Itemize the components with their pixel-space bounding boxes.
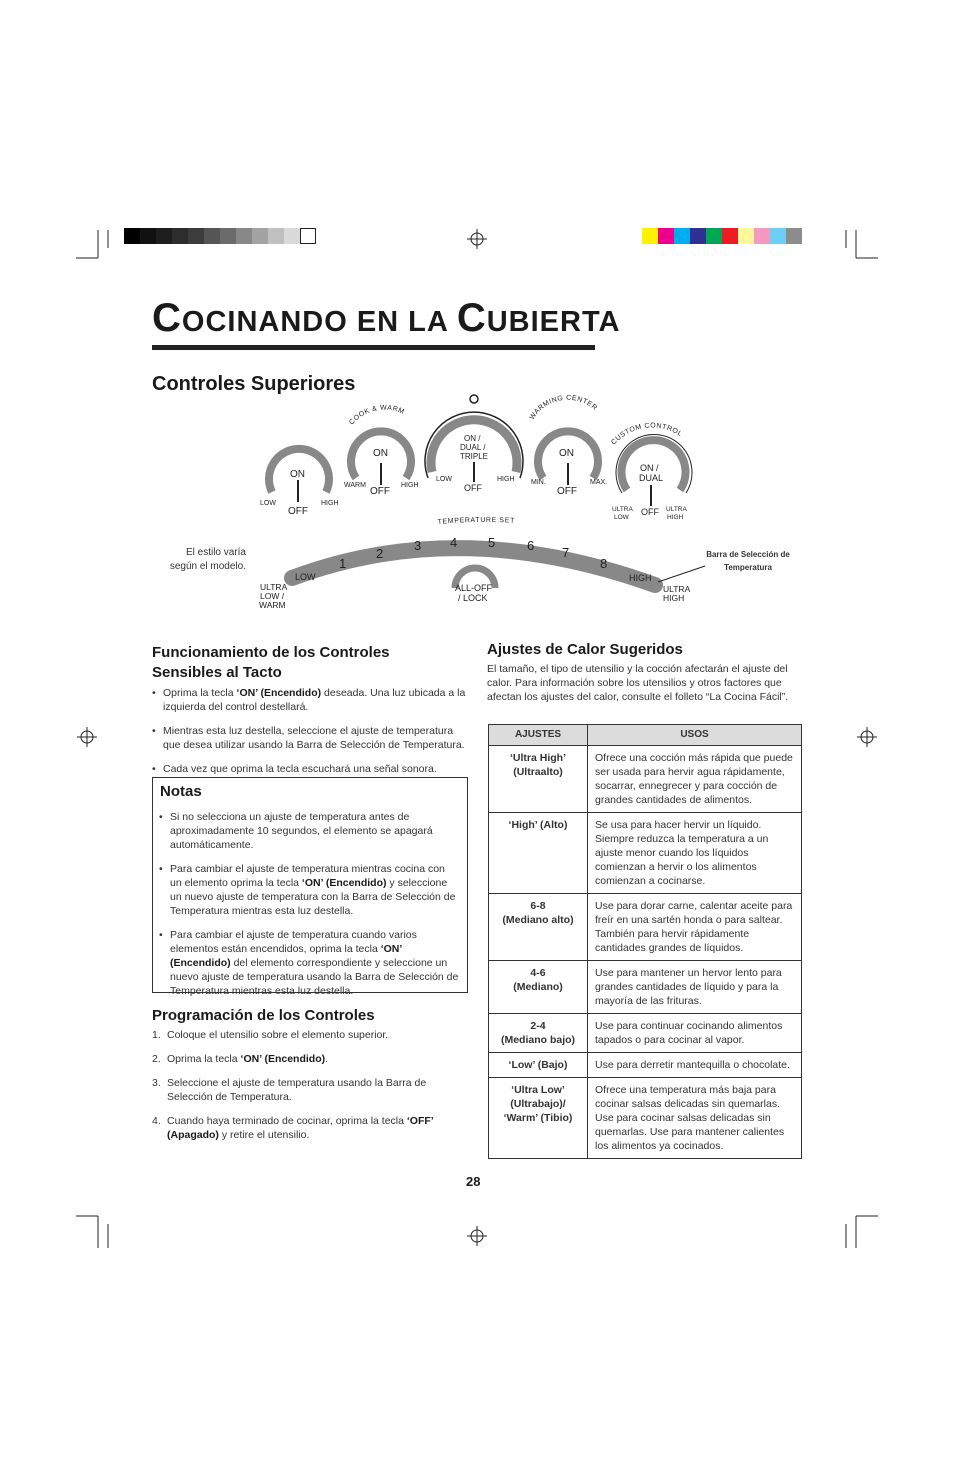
knob-off-label: OFF xyxy=(464,483,482,493)
setting-cell: ‘High’ (Alto) xyxy=(489,813,588,894)
knob-high-label: HIGH xyxy=(497,476,515,483)
knob-off-label: OFF xyxy=(641,507,659,517)
callout-line: Temperatura xyxy=(724,563,772,572)
heat-settings-intro: El tamaño, el tipo de utensilio y la cocción afectarán el ajuste del calor. Para información sobre los utensilios y otros factores que afectan los ajustes del calor, consulte el folleto “La Cocina Fácil”. xyxy=(487,663,789,703)
gray-swatch xyxy=(172,228,188,244)
knob-3 xyxy=(425,395,523,493)
knob-triple-label: TRIPLE xyxy=(460,452,489,461)
style-note xyxy=(156,546,246,574)
list-item: 2. Oprima la tecla ‘ON’ (Encendido). xyxy=(152,1053,329,1065)
use-cell: Use para dorar carne, calentar aceite para freír en una sartén honda o para saltear. También para hervir rápidamente cantidades grandes de líquidos. xyxy=(588,894,802,961)
temp-high-label: HIGH xyxy=(629,573,652,583)
gray-swatch xyxy=(204,228,220,244)
list-item: • Oprima la tecla ‘ON’ (Encendido) deseada. Una luz ubicada a la izquierda del control destellará. xyxy=(152,686,468,714)
list-item: • Para cambiar el ajuste de temperatura mientras cocina con un elemento oprima la tecla ‘ON’ (Encendido) y seleccione un nuevo ajuste de temperatura con la Barra de Selección de Temperatura mientras esta luz destella. xyxy=(159,862,459,918)
ultra-low-label: WARM xyxy=(259,600,286,610)
callout-line: Barra de Selección de xyxy=(706,550,790,559)
setting-cell: ‘Ultra Low’ (Ultrabajo)/ ‘Warm’ (Tibio) xyxy=(489,1078,588,1159)
lock-label: / LOCK xyxy=(458,593,488,603)
section-title: Controles Superiores xyxy=(152,373,356,395)
gray-swatch xyxy=(124,228,140,244)
knob-off-label: OFF xyxy=(370,486,390,497)
color-calibration-bar xyxy=(642,228,802,244)
setting-cell: 4-6 (Mediano) xyxy=(489,961,588,1014)
setting-cell: 2-4 (Mediano bajo) xyxy=(489,1014,588,1053)
ultra-high-label: HIGH xyxy=(663,593,685,603)
ultra-low-label: LOW / xyxy=(260,591,285,601)
temperature-bar-callout xyxy=(702,548,794,574)
temp-number: 2 xyxy=(376,546,384,561)
ultra-high-label: ULTRA xyxy=(663,584,691,594)
knob-warm-label: WARM xyxy=(344,482,366,489)
touch-controls-section xyxy=(152,643,468,786)
knob-on-label: ON xyxy=(559,448,574,459)
notes-box xyxy=(152,777,468,997)
knob-off-label: OFF xyxy=(557,486,577,497)
color-swatch xyxy=(674,228,690,244)
knob-dual-label: DUAL / xyxy=(460,443,486,452)
table-row xyxy=(489,813,802,894)
title-part: OCINANDO EN LA xyxy=(181,306,457,338)
color-swatch xyxy=(658,228,674,244)
list-item: • Si no selecciona un ajuste de temperatura antes de aproximadamente 10 segundos, el elemento se apagará automáticamente. xyxy=(159,810,459,852)
knob-ultra-high-label: HIGH xyxy=(667,514,684,521)
heat-settings-heading: Ajustes de Calor Sugeridos xyxy=(487,641,683,658)
gray-swatch xyxy=(268,228,284,244)
title-part: C xyxy=(152,296,182,340)
gray-swatch xyxy=(252,228,268,244)
color-swatch xyxy=(706,228,722,244)
programming-heading: Programación de los Controles xyxy=(152,1007,375,1024)
knob-arc-label: WARMING CENTER xyxy=(528,394,599,422)
temp-number: 6 xyxy=(527,538,535,553)
title-part: C xyxy=(456,296,487,340)
touch-controls-heading xyxy=(152,643,468,683)
column-header: USOS xyxy=(588,725,802,746)
column-header: AJUSTES xyxy=(489,725,588,746)
list-item: 1. Coloque el utensilio sobre el elemento superior. xyxy=(152,1029,389,1041)
heat-settings-section xyxy=(487,640,803,704)
knob-ultra-low-label: ULTRA xyxy=(612,506,633,513)
temp-number: 7 xyxy=(562,545,570,560)
ultra-low-label: ULTRA xyxy=(260,582,288,592)
table-row xyxy=(489,1014,802,1053)
setting-cell: ‘Ultra High’ (Ultraalto) xyxy=(489,746,588,813)
style-note-line: El estilo varía xyxy=(185,547,246,558)
temp-low-label: LOW xyxy=(295,572,316,582)
gray-swatch xyxy=(188,228,204,244)
color-swatch xyxy=(738,228,754,244)
temperature-set-label: TEMPERATURE SET xyxy=(437,516,516,526)
knob-high-label: HIGH xyxy=(321,500,339,507)
knob-high-label: HIGH xyxy=(401,482,419,489)
color-swatch xyxy=(690,228,706,244)
knob-ultra-low-label: LOW xyxy=(614,514,629,521)
list-item: 4. Cuando haya terminado de cocinar, oprima la tecla ‘OFF’ (Apagado) y retire el utensilio. xyxy=(152,1115,434,1141)
table-row xyxy=(489,1078,802,1159)
knob-ultra-high-label: ULTRA xyxy=(666,506,687,513)
gray-swatch xyxy=(236,228,252,244)
knob-low-label: LOW xyxy=(436,476,452,483)
notes-heading: Notas xyxy=(160,783,202,800)
knob-min-label: MIN. xyxy=(531,479,546,486)
title-part: UBIERTA xyxy=(486,306,621,338)
heading-line: Funcionamiento de los Controles xyxy=(152,644,390,661)
gray-swatch xyxy=(284,228,300,244)
gray-calibration-bar xyxy=(124,228,316,244)
gray-swatch xyxy=(220,228,236,244)
table-row xyxy=(489,1053,802,1078)
table-row xyxy=(489,746,802,813)
knob-dual-label: DUAL xyxy=(639,473,664,483)
knob-4 xyxy=(529,395,607,497)
temp-number: 5 xyxy=(488,535,496,550)
temp-number: 8 xyxy=(600,556,608,571)
style-note-line: según el modelo. xyxy=(169,561,246,572)
list-item: • Mientras esta luz destella, seleccione el ajuste de temperatura que desea utilizar usando la Barra de Selección de Temperatura. xyxy=(152,724,468,752)
use-cell: Use para mantener un hervor lento para grandes cantidades de líquido y para la mayoría de las frituras. xyxy=(588,961,802,1014)
list-item: 3. Seleccione el ajuste de temperatura usando la Barra de Selección de Temperatura. xyxy=(152,1077,427,1103)
temp-number: 4 xyxy=(450,535,458,550)
knob-arc-label: CUSTOM CONTROL xyxy=(610,422,684,447)
control-panel-diagram xyxy=(150,390,810,620)
list-item: • Cada vez que oprima la tecla escuchará una señal sonora. xyxy=(152,762,468,776)
use-cell: Ofrece una temperatura más baja para cocinar salsas delicadas sin quemarlas. Use para cocinar salsas delicadas sin quemarlas. Use para mantener calientes los alimentos ya cocinados. xyxy=(588,1078,802,1159)
gray-swatch xyxy=(156,228,172,244)
color-swatch xyxy=(770,228,786,244)
use-cell: Ofrece una cocción más rápida que puede ser usada para hervir agua rápidamente, socarrar, ennegrecer y para cocción de grandes cantidades de alimentos. xyxy=(588,746,802,813)
all-off-label: ALL-OFF xyxy=(455,583,493,593)
table-row xyxy=(489,894,802,961)
setting-cell: ‘Low’ (Bajo) xyxy=(489,1053,588,1078)
knob-on-label: ON xyxy=(373,448,388,459)
knob-on-label: ON / xyxy=(464,434,481,443)
use-cell: Use para derretir mantequilla o chocolate. xyxy=(588,1053,802,1078)
knob-2 xyxy=(344,405,419,497)
notes-list xyxy=(159,810,459,1008)
page-title xyxy=(152,296,620,341)
knob-arc-label: COOK & WARM xyxy=(348,404,406,427)
knob-off-label: OFF xyxy=(288,506,308,517)
page-number: 28 xyxy=(466,1174,481,1189)
heading-line: Sensibles al Tacto xyxy=(152,664,282,681)
heat-settings-table xyxy=(488,724,802,1159)
programming-section xyxy=(152,1006,468,1152)
touch-controls-list xyxy=(152,686,468,776)
table-header-row xyxy=(489,725,802,746)
knob-1 xyxy=(260,449,339,517)
table-row xyxy=(489,961,802,1014)
color-swatch xyxy=(722,228,738,244)
color-swatch xyxy=(754,228,770,244)
knob-max-label: MAX. xyxy=(590,479,608,486)
knob-on-label: ON xyxy=(290,469,305,480)
programming-steps xyxy=(152,1028,468,1142)
temp-number: 3 xyxy=(414,538,422,553)
gray-swatch xyxy=(140,228,156,244)
temp-number: 1 xyxy=(339,556,347,571)
setting-cell: 6-8 (Mediano alto) xyxy=(489,894,588,961)
knob-low-label: LOW xyxy=(260,500,276,507)
color-swatch xyxy=(642,228,658,244)
all-off-lock-key xyxy=(455,568,495,603)
list-item: • Para cambiar el ajuste de temperatura cuando varios elementos están encendidos, oprima la tecla ‘ON’ (Encendido) del elemento correspondiente y seleccione un nuevo ajuste de temperatura usando la Barra de Selección de Temperatura mientras esta luz destella. xyxy=(159,928,459,998)
title-rule xyxy=(152,345,595,350)
color-swatch xyxy=(786,228,802,244)
gray-swatch xyxy=(300,228,316,244)
use-cell: Se usa para hacer hervir un líquido. Siempre reduzca la temperatura a un ajuste menor cuando los líquidos comienzan a hervir o los alimentos comienzan a cocinarse. xyxy=(588,813,802,894)
knob-on-label: ON / xyxy=(640,463,659,473)
knob-5 xyxy=(610,422,692,521)
use-cell: Use para continuar cocinando alimentos tapados o para cocinar al vapor. xyxy=(588,1014,802,1053)
